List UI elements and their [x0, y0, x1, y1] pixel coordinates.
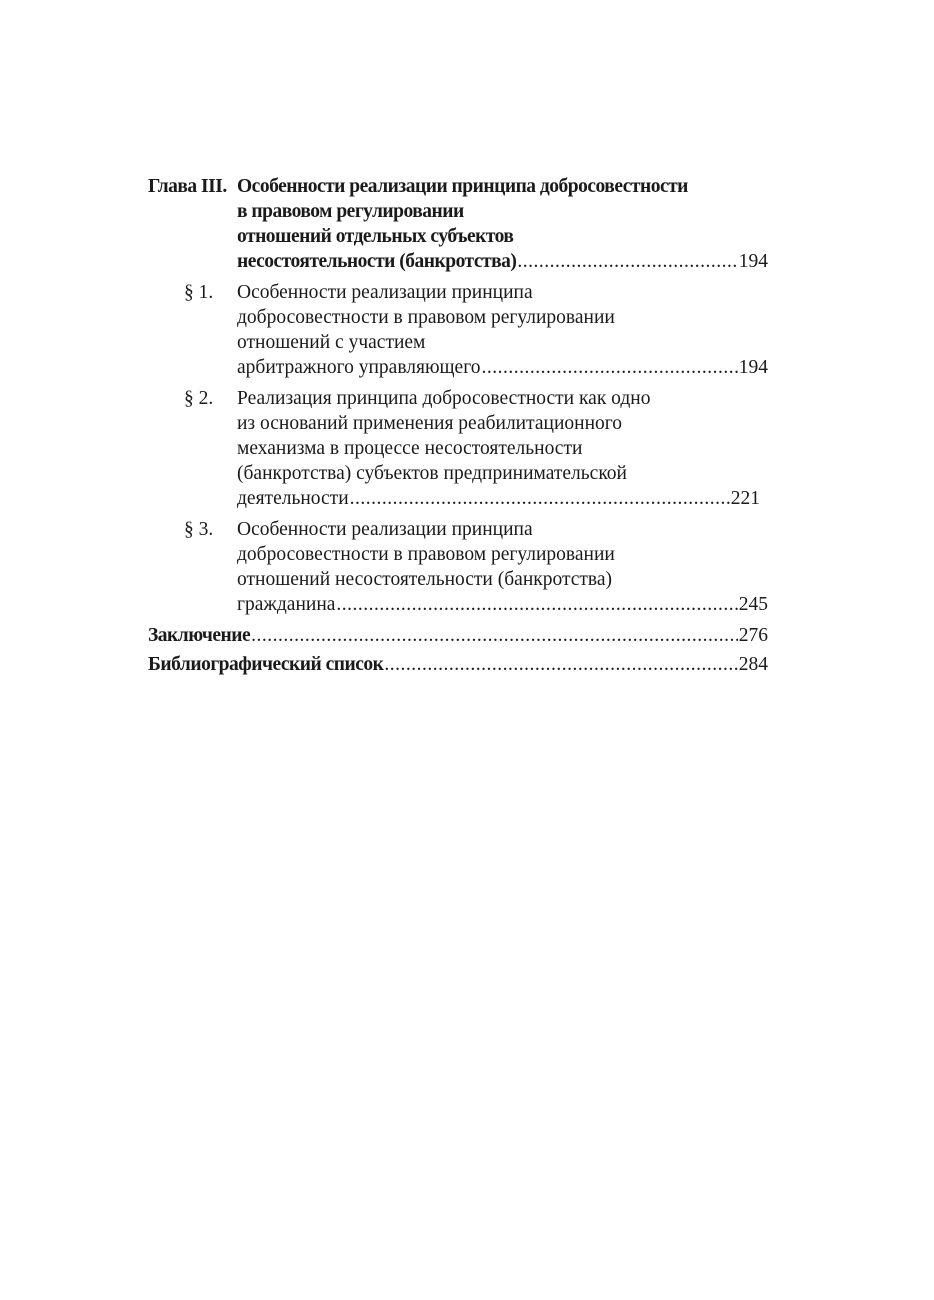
toc-bibliography: [148, 652, 768, 677]
section-title-line: Реализация принципа добросовестности как одно: [237, 388, 651, 409]
section-title-last-line: [237, 355, 768, 380]
section-title: [237, 517, 768, 617]
chapter-title: [237, 174, 768, 274]
page-number: 284: [738, 654, 768, 675]
page-number: 194: [738, 357, 768, 378]
chapter-title-line: в правовом регулировании: [237, 201, 464, 222]
section-title-line: отношений несостоятельности (банкротства): [237, 569, 613, 590]
section-title-line: Особенности реализации принципа: [237, 519, 533, 540]
section-title-line: Особенности реализации принципа: [237, 282, 533, 303]
section-label: [148, 386, 237, 411]
section-number: § 2.: [184, 388, 214, 409]
chapter-title-line: отношений отдельных субъектов: [237, 226, 514, 247]
section-title-line: из оснований применения реабилитационного: [237, 413, 623, 434]
section-label: [148, 517, 237, 542]
page-number: 194: [738, 251, 768, 272]
toc-section-3: [148, 517, 768, 617]
toc-conclusion: [148, 623, 768, 648]
dot-leader: [481, 355, 737, 380]
section-label: [148, 280, 237, 305]
toc-section-2: [148, 386, 768, 511]
chapter-title-last-line: [237, 249, 768, 274]
section-title-line: (банкротства) субъектов предпринимательской: [237, 463, 627, 484]
table-of-contents: [148, 174, 768, 677]
chapter-title-line: Особенности реализации принципа добросовестности: [237, 176, 688, 197]
section-title-line: добросовестности в правовом регулировании: [237, 544, 615, 565]
dot-leader: [251, 623, 738, 648]
page-number: 245: [738, 594, 768, 615]
section-title-last-line: [237, 486, 768, 511]
page-number: 276: [738, 625, 768, 646]
bibliography-label: Библиографический список: [148, 654, 384, 675]
section-title-line: гражданина: [237, 594, 336, 615]
conclusion-label: Заключение: [148, 625, 251, 646]
toc-section-1: [148, 280, 768, 380]
chapter-label: Глава III.: [148, 176, 227, 197]
section-title: [237, 280, 768, 380]
section-title-line: отношений с участием: [237, 332, 426, 353]
dot-leader: [350, 486, 730, 511]
section-title-line: добросовестности в правовом регулировании: [237, 307, 615, 328]
page-number: 221: [730, 488, 760, 509]
section-title-last-line: [237, 592, 768, 617]
section-title: [237, 386, 768, 511]
toc-chapter-3: [148, 174, 768, 274]
section-title-line: арбитражного управляющего: [237, 357, 481, 378]
chapter-title-line: несостоятельности (банкротства): [237, 251, 517, 272]
dot-leader: [384, 652, 737, 677]
section-title-line: механизма в процессе несостоятельности: [237, 438, 583, 459]
section-title-line: деятельности: [237, 488, 349, 509]
section-number: § 3.: [184, 519, 214, 540]
section-number: § 1.: [184, 282, 214, 303]
dot-leader: [517, 249, 737, 274]
dot-leader: [336, 592, 737, 617]
